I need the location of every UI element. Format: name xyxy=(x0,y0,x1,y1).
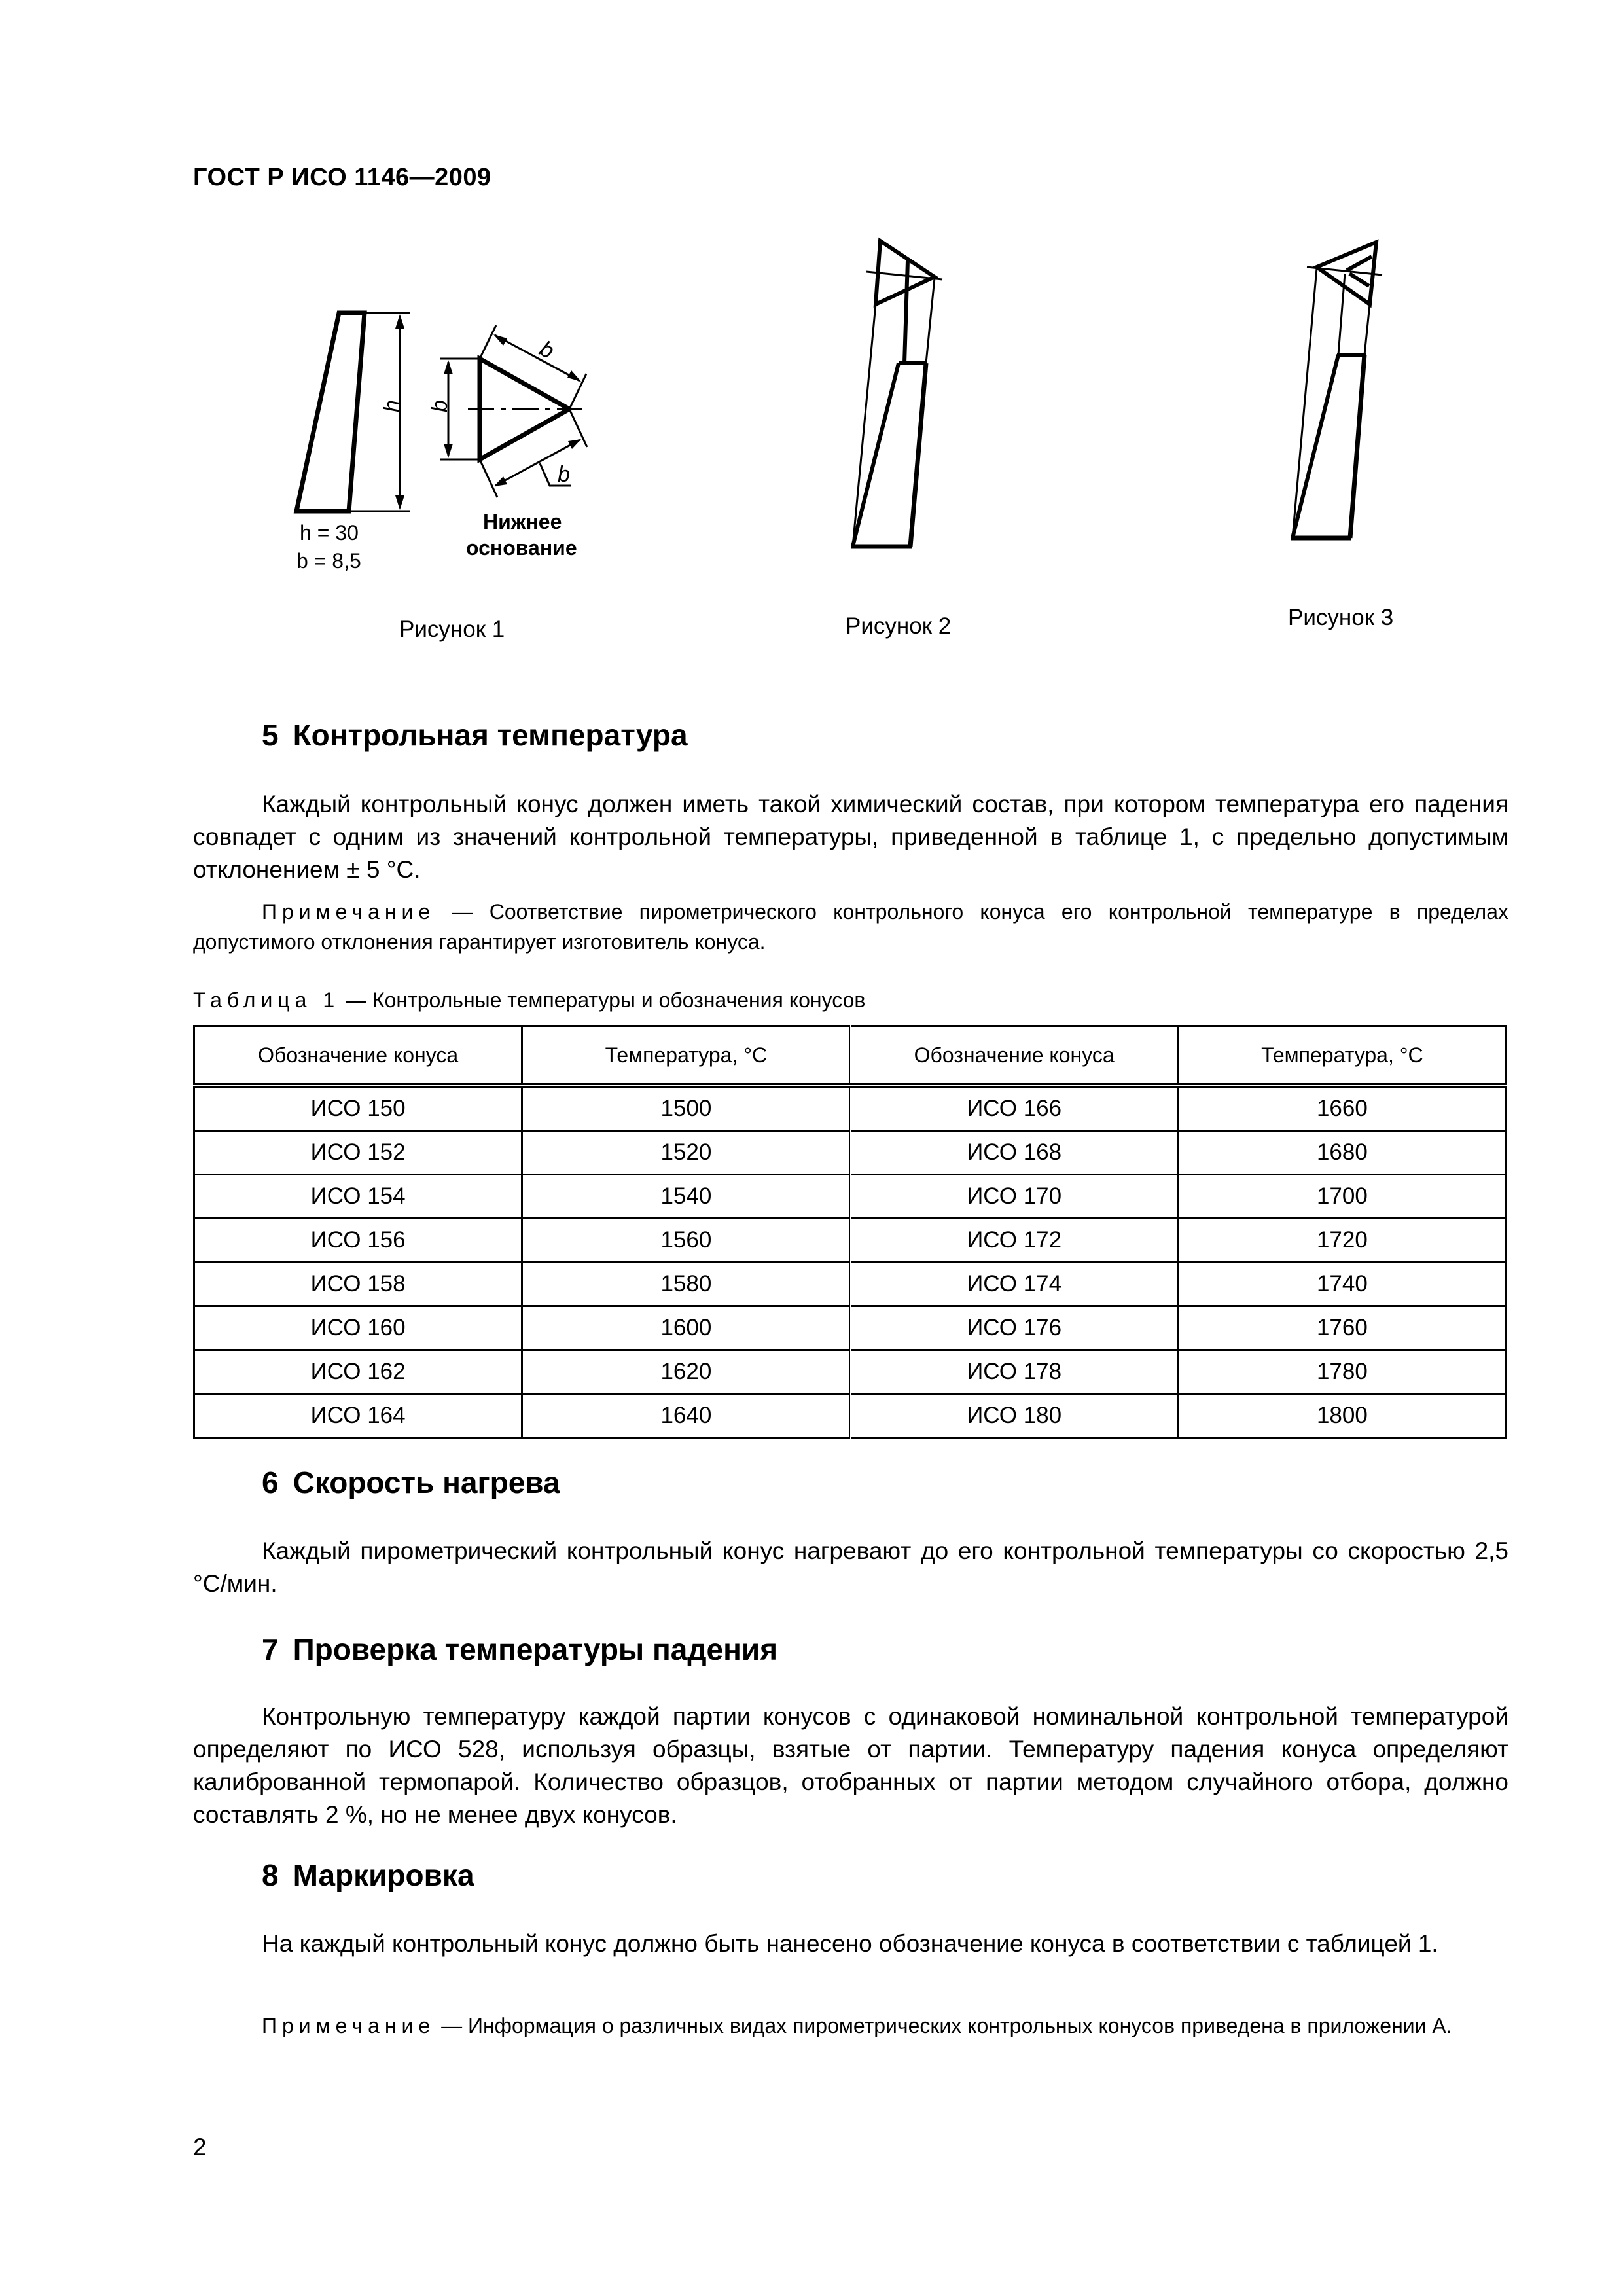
section-5-heading xyxy=(262,717,688,753)
temperature-cell: 1700 xyxy=(1178,1175,1506,1219)
dimension-label-b-bottom: b xyxy=(558,462,570,487)
cone-designation-cell: ИСО 176 xyxy=(850,1306,1178,1350)
figure-3-caption: Рисунок 3 xyxy=(1288,605,1394,630)
paragraph-text: На каждый контрольный конус должно быть нанесено обозначение конуса в соответствии с таблицей 1. xyxy=(262,1930,1438,1957)
temperature-cell: 1800 xyxy=(1178,1394,1506,1438)
temperature-cell: 1540 xyxy=(522,1175,850,1219)
dimension-label-b-top: b xyxy=(535,336,558,364)
column-header: Обозначение конуса xyxy=(194,1026,522,1086)
section-number: 7 xyxy=(262,1632,279,1666)
table-caption-label: Таблица 1 xyxy=(193,988,340,1012)
table-1-caption xyxy=(193,988,865,1013)
figure-2-caption: Рисунок 2 xyxy=(846,613,952,639)
temperature-cell: 1760 xyxy=(1178,1306,1506,1350)
note-text: — Информация о различных видах пирометрических контрольных конусов приведена в приложении А. xyxy=(435,2014,1452,2037)
temperature-cell: 1640 xyxy=(522,1394,850,1438)
table-row xyxy=(194,1263,1507,1306)
paragraph-text: Каждый контрольный конус должен иметь такой химический состав, при котором температура его падения совпадет с одним из значений контрольной температуры, приведенной в таблице 1, с предельно допустимым отклонением ± 5 °С. xyxy=(193,791,1508,883)
temperature-cell: 1740 xyxy=(1178,1263,1506,1306)
section-title: Маркировка xyxy=(293,1858,474,1892)
temperature-cell: 1500 xyxy=(522,1086,850,1131)
column-header: Температура, °С xyxy=(1178,1026,1506,1086)
temperature-cell: 1780 xyxy=(1178,1350,1506,1394)
cone-designation-cell: ИСО 178 xyxy=(850,1350,1178,1394)
table-row xyxy=(194,1350,1507,1394)
table-header-row xyxy=(194,1026,1507,1086)
temperature-cell: 1660 xyxy=(1178,1086,1506,1131)
paragraph-text: Каждый пирометрический контрольный конус нагревают до его контрольной температуры со скоростью 2,5 °С/мин. xyxy=(193,1537,1508,1597)
cone-designation-cell: ИСО 168 xyxy=(850,1131,1178,1175)
cone-designation-cell: ИСО 164 xyxy=(194,1394,522,1438)
cone-temperature-table xyxy=(193,1025,1507,1439)
cone-designation-cell: ИСО 166 xyxy=(850,1086,1178,1131)
table-caption-text: — Контрольные температуры и обозначения конусов xyxy=(340,988,866,1012)
figure-1-cone-diagram xyxy=(275,288,641,589)
section-8-heading xyxy=(262,1857,474,1893)
h-value-label: h = 30 xyxy=(300,521,359,545)
cone-designation-cell: ИСО 180 xyxy=(850,1394,1178,1438)
dimension-label-b-vertical: b xyxy=(427,400,452,412)
note-label: Примечание xyxy=(262,2014,436,2037)
cone-designation-cell: ИСО 160 xyxy=(194,1306,522,1350)
section-5-paragraph xyxy=(193,788,1508,886)
temperature-cell: 1600 xyxy=(522,1306,850,1350)
temperature-cell: 1620 xyxy=(522,1350,850,1394)
table-row xyxy=(194,1219,1507,1263)
figure-1-caption: Рисунок 1 xyxy=(399,617,505,642)
temperature-cell: 1560 xyxy=(522,1219,850,1263)
cone-designation-cell: ИСО 162 xyxy=(194,1350,522,1394)
cone-designation-cell: ИСО 152 xyxy=(194,1131,522,1175)
section-8-paragraph xyxy=(193,1928,1508,1960)
page-number: 2 xyxy=(193,2134,207,2161)
temperature-cell: 1680 xyxy=(1178,1131,1506,1175)
cone-designation-cell: ИСО 170 xyxy=(850,1175,1178,1219)
section-6-heading xyxy=(262,1465,560,1500)
note-label: Примечание xyxy=(262,900,436,924)
cone-designation-cell: ИСО 172 xyxy=(850,1219,1178,1263)
document-header: ГОСТ Р ИСО 1146—2009 xyxy=(193,164,491,191)
table-row xyxy=(194,1086,1507,1131)
b-value-label: b = 8,5 xyxy=(296,549,361,573)
column-header: Обозначение конуса xyxy=(850,1026,1178,1086)
section-7-heading xyxy=(262,1632,777,1667)
cone-designation-cell: ИСО 154 xyxy=(194,1175,522,1219)
cone-designation-cell: ИСО 158 xyxy=(194,1263,522,1306)
table-row xyxy=(194,1131,1507,1175)
column-header: Температура, °С xyxy=(522,1026,850,1086)
section-6-paragraph xyxy=(193,1535,1508,1600)
base-label-line1: Нижнее xyxy=(483,510,562,533)
cone-designation-cell: ИСО 150 xyxy=(194,1086,522,1131)
temperature-cell: 1520 xyxy=(522,1131,850,1175)
section-title: Скорость нагрева xyxy=(293,1465,560,1499)
paragraph-text: Контрольную температуру каждой партии конусов с одинаковой номинальной контрольной температурой определяют по ИСО 528, используя образцы, взятые от партии. Температуру падения конуса определяют калиброванной термопарой. Количество образцов, отобранных от партии методом случайного отбора, должно составлять 2 %, но не менее двух конусов. xyxy=(193,1703,1508,1828)
figure-2-cone-bending xyxy=(825,223,995,589)
table-row xyxy=(194,1394,1507,1438)
section-number: 5 xyxy=(262,718,279,752)
temperature-cell: 1720 xyxy=(1178,1219,1506,1263)
section-5-note xyxy=(193,897,1508,957)
section-title: Проверка температуры падения xyxy=(293,1632,778,1666)
cone-designation-cell: ИСО 156 xyxy=(194,1219,522,1263)
table-row xyxy=(194,1175,1507,1219)
note-text: — Соответствие пирометрического контрольного конуса его контрольной температуре в пределах допустимого отклонения гарантирует изготовитель конуса. xyxy=(193,900,1508,954)
cone-designation-cell: ИСО 174 xyxy=(850,1263,1178,1306)
section-title: Контрольная температура xyxy=(293,718,688,752)
table-row xyxy=(194,1306,1507,1350)
base-label-line2: основание xyxy=(466,536,577,560)
section-number: 8 xyxy=(262,1858,279,1892)
section-number: 6 xyxy=(262,1465,279,1499)
dimension-label-h: h xyxy=(380,400,404,412)
section-8-note xyxy=(193,2011,1508,2041)
section-7-paragraph xyxy=(193,1700,1508,1831)
figure-3-cone-bending xyxy=(1270,223,1400,589)
temperature-cell: 1580 xyxy=(522,1263,850,1306)
